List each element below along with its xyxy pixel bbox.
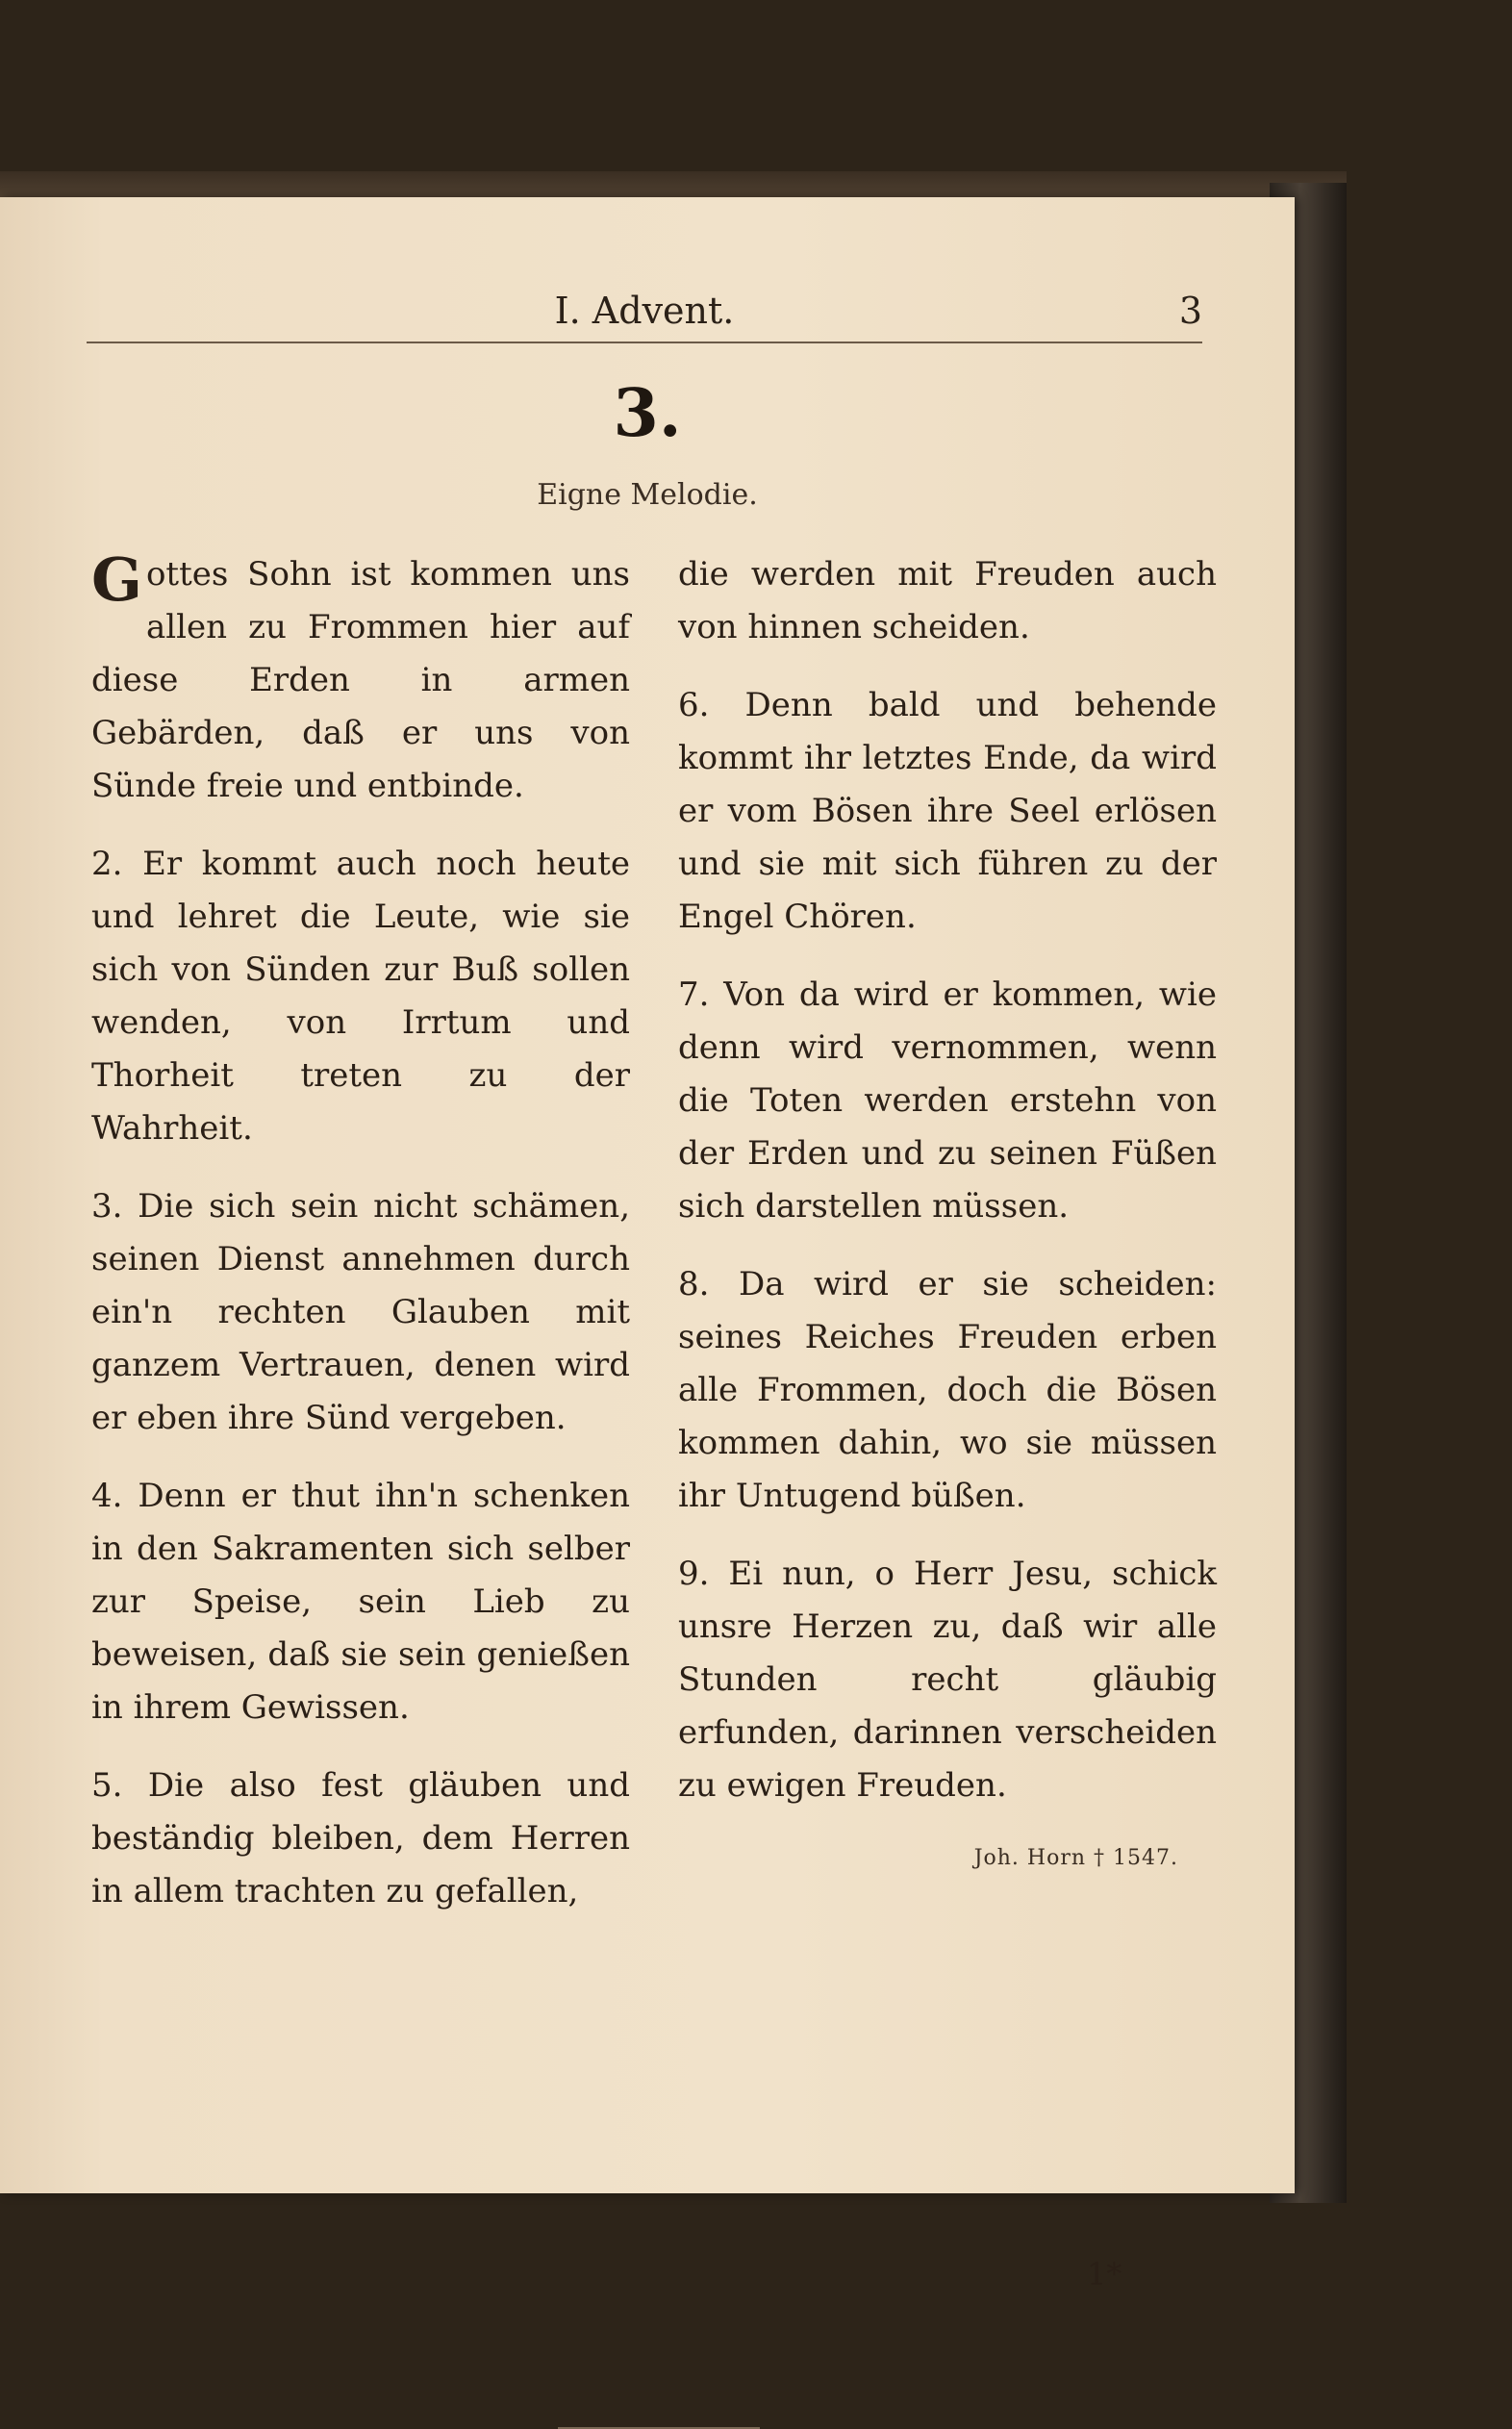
page-number: 3 [1178, 290, 1202, 332]
hymn-number: 3. [613, 375, 682, 452]
book-page [0, 197, 1295, 2292]
stanza-5-continued: die werden mit Freuden auch von hinnen scheiden. [678, 555, 1217, 646]
right-column [678, 548, 1217, 1885]
page-header [87, 284, 1202, 343]
melody-note: Eigne Melodie. [537, 478, 758, 512]
stanza-9: 9. Ei nun, o Herr Jesu, schick unsre Herzen zu, daß wir alle Stunden recht gläubig erfunden, darinnen verscheiden zu ewigen Freuden. [678, 1555, 1217, 1805]
stanza-8: 8. Da wird er sie scheiden: seines Reiches Freuden erben alle Frommen, doch die Bösen kommen dahin, wo sie müssen ihr Untugend büßen. [678, 1265, 1217, 1515]
stanza-1-text: ottes Sohn ist kommen uns allen zu Frommen hier auf diese Erden in armen Gebärden, daß er uns von Sünde freie und entbinde. [91, 555, 630, 805]
stanza-1 [91, 544, 630, 813]
running-head: I. Advent. [554, 290, 735, 332]
stanza-7: 7. Von da wird er kommen, wie denn wird vernommen, wenn die Toten werden erstehn von der Erden und zu seinen Füßen sich darstellen müssen. [678, 975, 1217, 1226]
stanza-4: 4. Denn er thut ihn'n schenken in den Sakramenten sich selber zur Speise, sein Lieb zu beweisen, daß sie sein genießen in ihrem Gewissen. [91, 1477, 630, 1727]
left-column [91, 544, 630, 1943]
stanza-3: 3. Die sich sein nicht schämen, seinen Dienst annehmen durch ein'n rechten Glauben mit ganzem Vertrauen, denen wird er eben ihre Sünd vergeben. [91, 1187, 630, 1437]
drop-cap: G [91, 544, 142, 615]
stanza-6: 6. Denn bald und behende kommt ihr letztes Ende, da wird er vom Bösen ihre Seel erlösen und sie mit sich führen zu der Engel Chören. [678, 686, 1217, 936]
printer-signature: 1* [1087, 2256, 1122, 2292]
stanza-5: 5. Die also fest gläuben und beständig bleiben, dem Herren in allem trachten zu gefallen, [91, 1766, 630, 1910]
stanza-2: 2. Er kommt auch noch heute und lehret die Leute, wie sie sich von Sünden zur Buß sollen wenden, von Irrtum und Thorheit treten zu der Wahrheit. [91, 845, 630, 1148]
author-credit: Joh. Horn † 1547. [973, 1846, 1178, 1870]
